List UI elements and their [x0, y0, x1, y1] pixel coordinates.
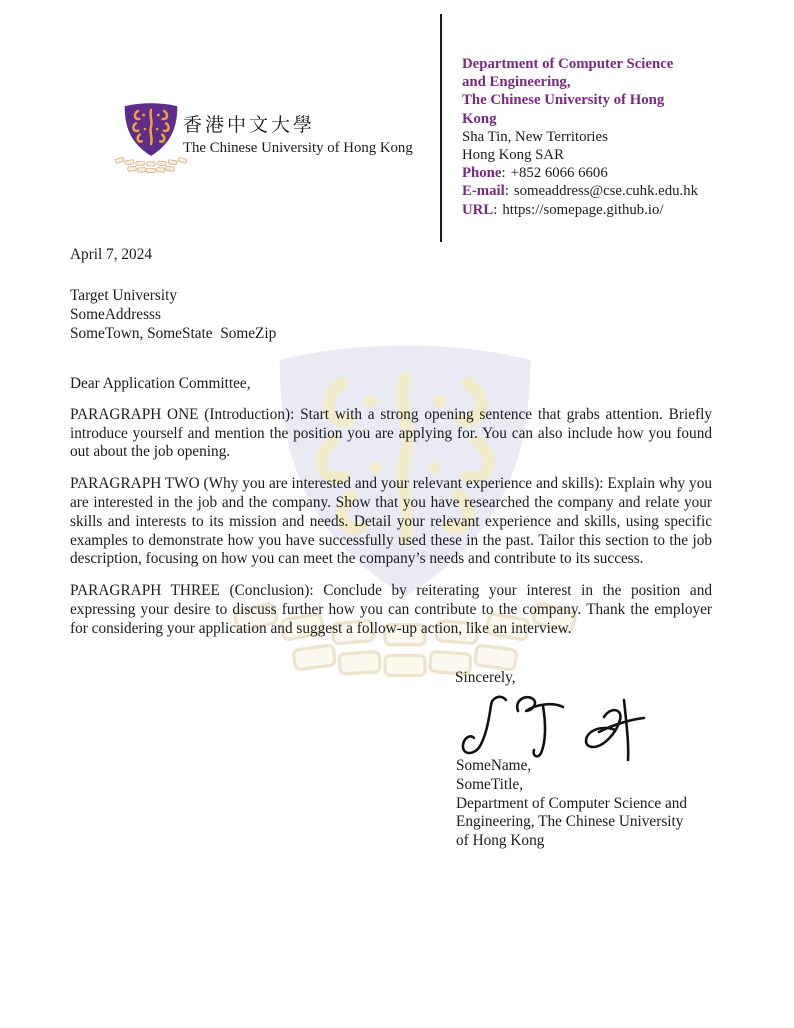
- header-divider: [440, 14, 442, 242]
- closing-word: Sincerely,: [455, 669, 516, 686]
- handwritten-signature: [456, 692, 646, 762]
- recipient-line: Target University: [70, 287, 177, 304]
- university-name-chinese: 香港中文大學: [183, 115, 316, 136]
- body-paragraph-two: PARAGRAPH TWO (Why you are interested and your relevant experience and skills): Explain why you are interested in the job and the company. Show that you have researched the company and relate your skills and interests to its mission and needs. Detail your relevant experience and skills, using specific examples to demonstrate how you have successfully used these in the past. Tailor this section to the job description, focusing on how you can meet the company’s needs and contribute to its success.: [70, 475, 712, 568]
- phone-label: Phone: [462, 165, 502, 182]
- university-brand: [183, 110, 413, 157]
- url-label: URL: [462, 201, 494, 218]
- sender-affiliation-line: Department of Computer Science and: [456, 794, 688, 812]
- cuhk-logo: [109, 102, 193, 175]
- url-row: URL: https://somepage.github.io/: [462, 201, 664, 218]
- email-value: someaddress@cse.cuhk.edu.hk: [513, 183, 699, 200]
- university-name-line: Kong: [462, 110, 497, 127]
- recipient-line: SomeAddresss: [70, 305, 161, 323]
- university-name-english: The Chinese University of Hong Kong: [183, 140, 413, 156]
- letter-body: [70, 375, 712, 652]
- body-paragraph-one: PARAGRAPH ONE (Introduction): Start with a strong opening sentence that grabs attention. Briefly introduce yourself and mention the position you are applying for. You can also include how you found out about the job opening.: [70, 405, 712, 461]
- university-name-line: The Chinese University of Hong: [462, 92, 665, 109]
- contact-block: [462, 55, 734, 219]
- letter-date: April 7, 2024: [70, 246, 153, 263]
- salutation: Dear Application Committee,: [70, 375, 251, 392]
- sender-name: SomeName,: [456, 757, 532, 774]
- postal-address-line: Hong Kong SAR: [462, 147, 564, 164]
- sender-affiliation-line: Engineering, The Chinese University: [456, 813, 684, 831]
- department-name-line: and Engineering,: [462, 74, 571, 91]
- email-row: E-mail: someaddress@cse.cuhk.edu.hk: [462, 183, 699, 200]
- postal-address-line: Sha Tin, New Territories: [462, 128, 608, 145]
- body-paragraph-three: PARAGRAPH THREE (Conclusion): Conclude by reiterating your interest in the position and expressing your desire to discuss further how you can contribute to the company. Thank the employer for considering your application and suggest a follow-up action, like an interview.: [70, 582, 712, 637]
- phone-row: Phone: +852 6066 6606: [462, 165, 608, 182]
- phone-value: +852 6066 6606: [510, 165, 608, 182]
- recipient-address: [70, 287, 276, 343]
- email-label: E-mail: [462, 183, 505, 200]
- sender-title: SomeTitle,: [456, 775, 524, 793]
- recipient-line: SomeTown, SomeState SomeZip: [70, 324, 277, 342]
- department-name-line: Department of Computer Science: [462, 56, 674, 72]
- sender-block: [456, 757, 718, 851]
- url-value: https://somepage.github.io/: [502, 201, 664, 218]
- sender-affiliation-line: of Hong Kong: [456, 832, 545, 850]
